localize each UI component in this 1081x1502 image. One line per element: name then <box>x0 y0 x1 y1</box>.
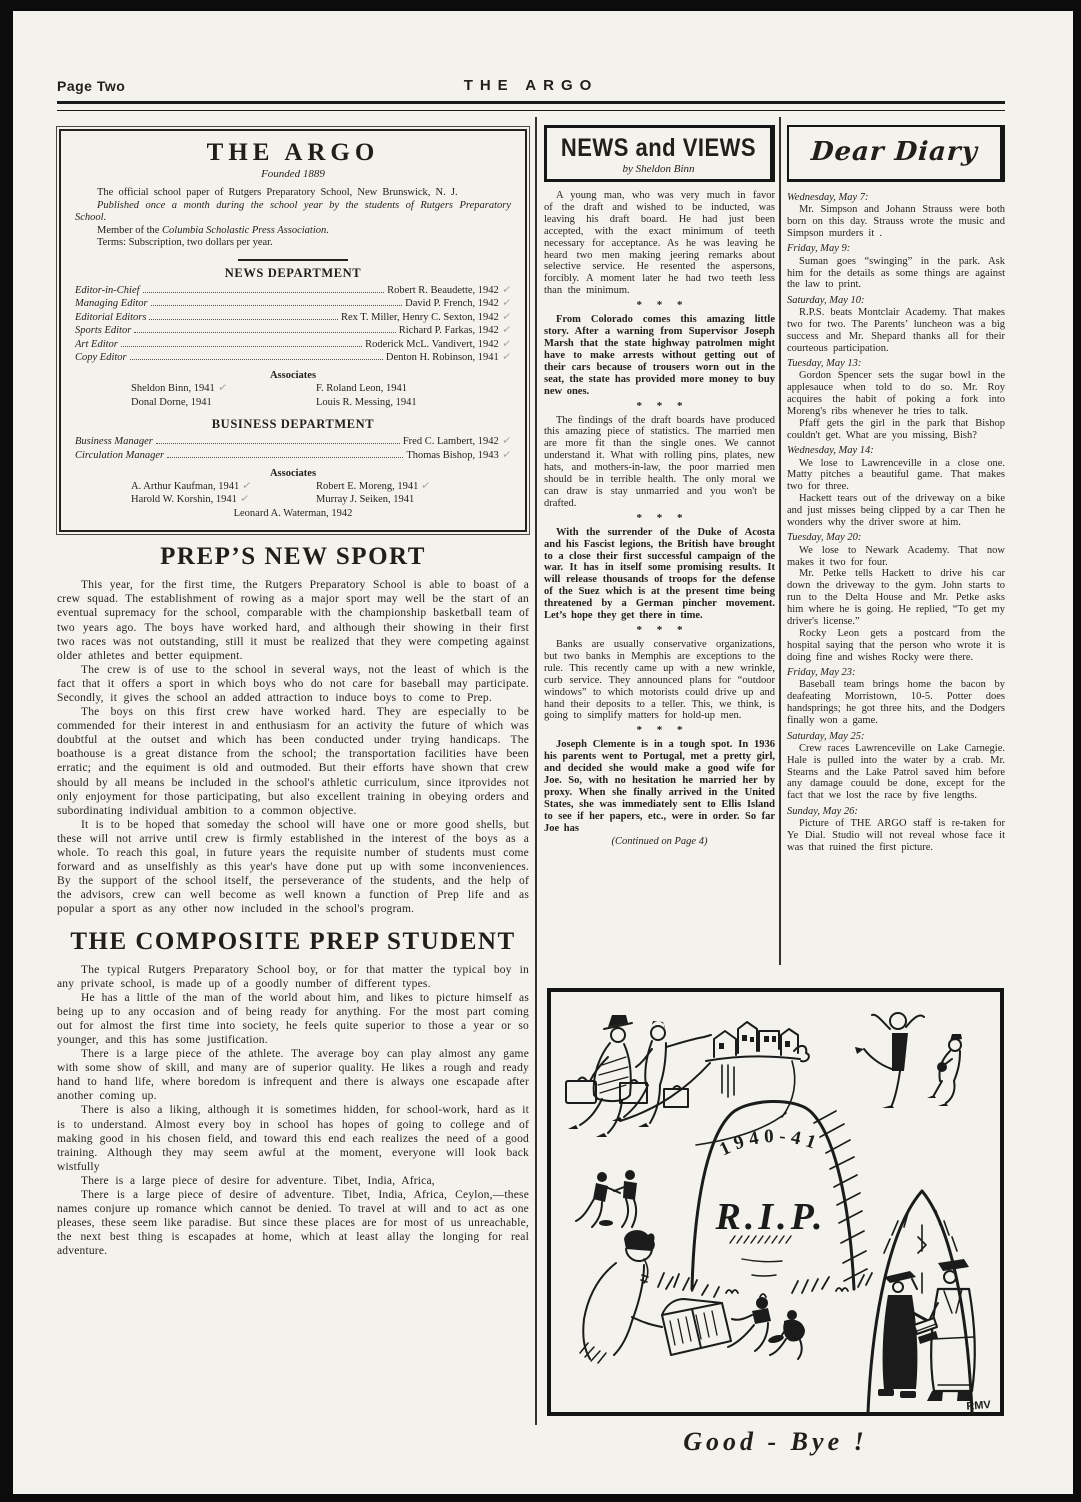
cartoon-caption: Good - Bye ! <box>683 1427 868 1456</box>
associate-name: F. Roland Leon, 1941 <box>316 383 408 395</box>
article-paragraph: There is a large piece of the athlete. The average boy can play almost any game with some show of skill, and many are of superior quality. He likes a rough and ready hand to hand life, where boredom is infrequent and there is always one escapade after another coming up. <box>57 1048 529 1103</box>
staff-row: Art Editor Roderick McL. Vandivert, 1942 ✓ <box>75 337 512 351</box>
staff-row: Circulation Manager Thomas Bishop, 1943 ✓ <box>75 448 512 462</box>
masthead-published-line: Published once a month during the school year by the students of Rutgers Preparatory School. <box>75 199 511 224</box>
artist-signature: RMV <box>965 1399 992 1413</box>
columns <box>57 115 1005 1485</box>
left-column <box>57 127 529 1258</box>
news-and-views-title: NEWS and VIEWS <box>560 133 757 162</box>
staff-row: Editorial Editors Rex T. Miller, Henry C. Sexton, 1942 ✓ <box>75 310 512 324</box>
dot-leader <box>149 319 337 320</box>
continued-notice: (Continued on Page 4) <box>611 835 708 847</box>
column-rule <box>535 117 537 1425</box>
pencil-check-mark: ✓ <box>501 448 512 462</box>
dot-leader <box>130 359 383 360</box>
associates-list <box>75 480 511 507</box>
article-title: PREP’S NEW SPORT <box>160 543 426 571</box>
diary-entry <box>787 532 1005 663</box>
diary-paragraph: Gordon Spencer sets the sugar bowl in the applesauce when told to do so. Mr. Roy acquires the habit of poking a fork into Moreng's ribs whenever he tries to talk. <box>787 370 1005 418</box>
news-item: Banks are usually conservative organizations, but two banks in Memphis are exceptions to the rule. This recently came up with a new wrinkle, curb service. They announced plans for “outdoor windows” to which motorists could drive up and hand their deposits to a teller. This, we think, is going to simplify matters for hold-up men. <box>544 639 775 722</box>
diary-date: Saturday, May 10: <box>787 294 865 306</box>
news-and-views-byline: by Sheldon Binn <box>622 163 695 175</box>
dear-diary-title: Dear Diary <box>810 137 979 167</box>
staff-row: Editor-in-Chief Robert R. Beaudette, 1942 ✓ <box>75 283 512 297</box>
article-paragraph: He has a little of the man of the world about him, and likes to picture himself as being up to any occasion and of being ready for anything. For the most part coming out for almost the first time into society, he feels quite superior to those a year or so younger, and this has some justification. <box>57 991 529 1046</box>
kicking-figure-sketch <box>855 1013 924 1108</box>
dot-leader <box>143 292 385 293</box>
business-department-heading: BUSINESS DEPARTMENT <box>211 417 375 432</box>
column-rule <box>779 117 781 965</box>
news-item: A young man, who was very much in favor of the draft and wished to be inducted, was leaving his draft board. He had just been accepted, with the exact minimum of teeth necessary for acceptance. As he was leaving he heard two men making jeering remarks about selective service. He resented the aspersons, forcibly. A moment later he had two teeth less than the minimum. <box>544 190 775 297</box>
masthead-founded: Founded 1889 <box>261 168 325 180</box>
paper-title-running-head: THE ARGO <box>463 77 599 94</box>
article-paragraph: This year, for the first time, the Rutgers Preparatory School is able to boast of a crew squad. The establishment of rowing as a major sport may well be the start of an eventual supremacy for the school, comparable with the championship basketball team of two years ago. The boys have worked hard, and although their showing in their first two races was not outstanding, still it must be realized that they were competing against older athletes and better equipment. <box>57 579 529 662</box>
article-paragraph: There is a large piece of desire of adventure. Tibet, India, Africa, Ceylon,—these names conjure up romance which cannot be denied. To travel at will and to act as one pleases, these seem like paradise. But since these places are for most of us unreachable, the next best thing is escapades at home, which at least allay the longing for real adventure. <box>57 1189 529 1258</box>
masthead-divider <box>238 259 348 261</box>
pencil-check-mark: ✓ <box>501 310 512 324</box>
associate-name: Leonard A. Waterman, 1942 <box>233 507 353 519</box>
staff-row: Managing Editor David P. French, 1942 ✓ <box>75 296 512 310</box>
diary-paragraph: Pfaff gets the girl in the park that Bishop couldn't get. What are you missing, Bish? <box>787 418 1005 441</box>
associate-name: Murray J. Seiken, 1941 <box>316 494 415 506</box>
dot-leader <box>134 332 395 333</box>
diary-paragraph: Rocky Leon gets a postcard from the hospital saying that the person who wrote it is doing fine and wishes Rocky were there. <box>787 628 1005 663</box>
farewell-cartoon <box>546 987 1005 1457</box>
masthead-terms-line: Terms: Subscription, two dollars per year. <box>97 237 273 249</box>
right-column <box>787 125 1005 854</box>
article-preps-new-sport <box>57 543 529 916</box>
associates-list <box>75 382 511 409</box>
middle-column <box>544 125 775 847</box>
cartoon-drawing <box>546 987 1005 1417</box>
diary-date: Sunday, May 26: <box>787 805 858 817</box>
diary-date: Friday, May 23: <box>787 667 856 679</box>
associate-name: Harold W. Korshin, 1941 ✓ <box>131 492 250 507</box>
associate-name: A. Arthur Kaufman, 1941 ✓ <box>131 479 253 493</box>
masthead-box <box>59 129 527 532</box>
diary-entry <box>787 192 1005 240</box>
diary-entry <box>787 243 1005 291</box>
departing-travelers-sketch <box>566 1015 711 1137</box>
diary-entry <box>787 667 1005 727</box>
staff-row: Business Manager Fred C. Lambert, 1942 ✓ <box>75 434 512 448</box>
masthead-member-line: Member of the Columbia Scholastic Press Association. <box>97 224 329 236</box>
associate-name: Donal Dorne, 1941 <box>131 396 212 408</box>
pencil-check-mark: ✓ <box>241 479 253 493</box>
staff-row: Sports Editor Richard P. Farkas, 1942 ✓ <box>75 323 512 337</box>
diary-date: Tuesday, May 20: <box>787 532 862 544</box>
news-and-views-box <box>544 125 775 182</box>
associates-heading: Associates <box>269 370 317 382</box>
newspaper-page <box>13 11 1073 1494</box>
news-item: From Colorado comes this amazing little story. After a warning from Supervisor Joseph Marsh that the state highway patrolmen might have to make arrests without getting out of their cars because of trousers worn out in the seat, the state has provided more money to buy new ones. <box>544 314 775 397</box>
star-separator: * * * <box>636 624 683 636</box>
dot-leader <box>156 443 400 444</box>
star-separator: * * * <box>636 299 683 312</box>
masthead-official-line: The official school paper of Rutgers Preparatory School, New Brunswick, N. J. <box>97 187 458 198</box>
ball-player-sketch <box>927 1034 962 1106</box>
star-separator: * * * <box>636 724 683 737</box>
article-paragraph: The crew is of use to the school in several ways, not the least of which is the fact that it offers a sport in which boys who do not care for baseball may participate. Secondly, it gives the school an added attraction to induce boys to come to Prep. <box>57 663 529 704</box>
pencil-check-mark: ✓ <box>501 337 512 351</box>
scuffling-boys-sketch <box>728 1297 805 1359</box>
article-paragraph: There is a large piece of desire for adventure. Tibet, India, Africa, <box>81 1174 435 1187</box>
masthead-title: THE ARGO <box>206 139 380 166</box>
diary-entry <box>787 806 1005 854</box>
diary-paragraph: We lose to Lawrenceville in a close one. Matty pitches a beautiful game. That makes two for three. <box>787 457 1005 493</box>
dear-diary-box <box>787 125 1005 182</box>
diary-date: Tuesday, May 13: <box>787 358 862 370</box>
associate-name: Sheldon Binn, 1941 ✓ <box>131 381 228 395</box>
pencil-check-mark: ✓ <box>501 434 512 448</box>
star-separator: * * * <box>636 511 683 524</box>
tombstone-rip-text: R.I.P. <box>715 1196 827 1238</box>
news-item: The findings of the draft boards have produced this amazing piece of statistics. The married men are more fit than the single ones. We cannot understand it. What with rolling pins, plates, new hats, and mothers-in-law, the poor married men should be in terrible health. The only moral we can draw is stay unmarried and you won't be drafted. <box>544 414 775 509</box>
header-rule <box>57 101 1005 111</box>
article-title: THE COMPOSITE PREP STUDENT <box>70 927 516 955</box>
diary-date: Friday, May 9: <box>787 243 851 255</box>
dot-leader <box>151 305 403 306</box>
associates-heading: Associates <box>269 468 317 480</box>
diary-entry <box>787 295 1005 355</box>
dot-leader <box>121 346 362 347</box>
diary-paragraph: We lose to Newark Academy. That now makes it two for four. <box>787 544 1005 568</box>
article-composite-prep-student <box>57 928 529 1259</box>
article-paragraph: There is also a liking, although it is sometimes hidden, for school-work, hard as it is to understand. Almost every boy in school has hopes of going to college and of making good in his chosen field, and toward this end each realizes the need of a good training. Although they may seem awful at the moment, everyone will look back wistfully <box>57 1104 529 1173</box>
diary-entry <box>787 358 1005 442</box>
pencil-check-mark: ✓ <box>501 283 512 297</box>
tombstone-years-text: 1940-41 <box>716 1125 824 1161</box>
diary-entry <box>787 445 1005 529</box>
pencil-check-mark: ✓ <box>501 323 512 337</box>
boy-reading-paper-sketch <box>580 1230 731 1363</box>
diary-paragraph: Hackett tears out of the driveway on a bike and just misses being clipped by a car Then he wonders why the driver swore at him. <box>787 493 1005 529</box>
diary-date: Saturday, May 25: <box>787 730 865 742</box>
diary-paragraph: Crew races Lawrenceville on Lake Carnegie. Hale is pulled into the water by a crab. Mr. Stearns and the Lake Patrol saved him before any damage couuld be done, except for the fact that we lost the race by five lengths. <box>787 742 1005 802</box>
diary-date: Wednesday, May 7: <box>787 192 869 203</box>
graduates-sketch <box>878 1259 975 1401</box>
pencil-check-mark: ✓ <box>501 296 512 310</box>
pencil-check-mark: ✓ <box>420 479 432 493</box>
dot-leader <box>167 457 403 458</box>
pencil-check-mark: ✓ <box>239 492 250 507</box>
news-item: Joseph Clemente is in a tough spot. In 1936 his parents went to Portugal, met a pretty girl, and decided she would make a good wife for Joe. So, with no hesitation he married her by proxy. When she finally arrived in the United States, she was immediately sent to Ellis Island to see if her papers, etc., were in order. So far Joe has <box>544 739 775 834</box>
diary-date: Wednesday, May 14: <box>787 445 874 457</box>
diary-paragraph: Mr. Petke tells Hackett to drive his car down the driveway to the gym. John starts to run to the Delta House and Mr. Petke asks him where he is going. He replied, “To get my driver's license.” <box>787 568 1005 628</box>
news-item: With the surrender of the Duke of Acosta and his Fascist legions, the British have brought to a close their first successful campaign of the war. It has in itself some promising results. It will release thousands of troops for the defense of the Suez which is at the present time being threatened by a German pincher movement. Let’s hope they get there in time. <box>544 526 775 622</box>
pencil-check-mark: ✓ <box>501 350 512 364</box>
diary-paragraph: Mr. Simpson and Johann Strauss were both born on this day. Strauss wrote the music and Simpson murders it . <box>787 204 1005 240</box>
staff-row: Copy Editor Denton H. Robinson, 1941 ✓ <box>75 350 512 364</box>
page-number-label: Page Two <box>57 78 126 94</box>
wrestling-figures-sketch <box>576 1170 637 1227</box>
article-paragraph: The boys on this first crew have worked hard. They are especially to be commended for their interest in and enthusiasm for an activity the future of which was doubtful at the outset and which has been conducted under trying handicaps. The boathouse is a great distance from the school; the transportation facilities have been erratic; and the equiment is old and outmoded. But their efforts have shown that crew should by all means be included in the school's athletic curriculum, since itprovides not only enjoyment for those participating, but also excellent training in obeying orders and subordinating individual ambition to a common objective. <box>57 706 529 817</box>
diary-paragraph: R.P.S. beats Montclair Academy. That makes two for two. The Parents’ luncheon was a big success and Mr. Shepard thanks all for their courteous participation. <box>787 307 1005 354</box>
diary-paragraph: Baseball team brings home the bacon by deafeating Morristown, 10-5. Potter does handsprings; he got three hits, and the Dodgers finally won a game. <box>787 679 1005 727</box>
article-paragraph: It is to be hoped that someday the school will have one or more good shells, but these will not arrive until crew is firmly established in the interest of the boys as a whole. To reach this goal, in future years the requisite number of students must come forward and as unselfishly as this year's have done put up with some inconveniences. By the support of the school itself, the perseverance of the students, and the help of the advisors, crew can well become as well known a function of Prep life and as popular a sport as any other now included in the school's program. <box>57 818 529 916</box>
star-separator: * * * <box>636 399 683 412</box>
diary-paragraph: Picture of THE ARGO staff is re-taken for Ye Dial. Studio will not reveal whose face it was that ruined the first picture. <box>787 817 1005 853</box>
diary-entry <box>787 731 1005 803</box>
pencil-check-mark: ✓ <box>217 381 228 395</box>
article-paragraph: The typical Rutgers Preparatory School boy, or for that matter the typical boy in any private school, is made up of a goodly number of different types. <box>57 963 529 990</box>
associate-name: Robert E. Moreng, 1941 ✓ <box>316 479 432 493</box>
associate-name: Louis R. Messing, 1941 <box>316 396 417 408</box>
diary-paragraph: Suman goes “swinging” in the park. Ask him for the details as some things are against the law to print. <box>787 255 1005 291</box>
news-department-heading: NEWS DEPARTMENT <box>224 265 362 280</box>
